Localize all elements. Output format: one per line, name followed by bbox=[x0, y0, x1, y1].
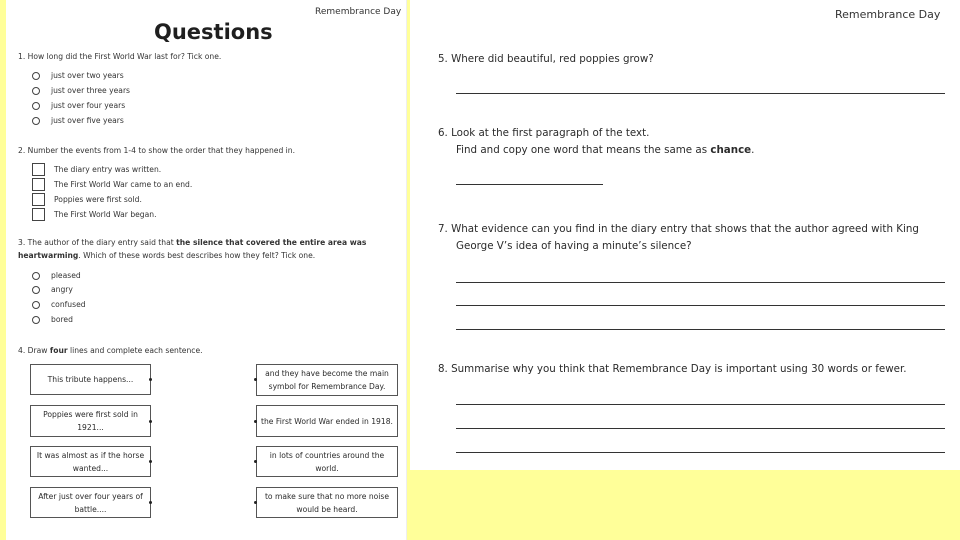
question-4: 4. Draw four lines and complete each sentence. bbox=[18, 346, 203, 355]
q2-option[interactable]: Poppies were first sold. bbox=[32, 193, 142, 206]
page-header: Remembrance Day bbox=[315, 7, 402, 17]
number-box[interactable] bbox=[32, 163, 45, 176]
question-8: 8. Summarise why you think that Remembrance Day is important using 30 words or fewer. bbox=[438, 363, 907, 375]
match-left-box[interactable]: It was almost as if the horse wanted... bbox=[30, 446, 151, 477]
radio-icon[interactable] bbox=[32, 301, 40, 309]
q3-option[interactable]: bored bbox=[32, 315, 73, 324]
answer-line[interactable] bbox=[456, 452, 945, 453]
page-title: Questions bbox=[154, 20, 273, 44]
q1-option[interactable]: just over five years bbox=[32, 116, 124, 125]
match-left-box[interactable]: After just over four years of battle.... bbox=[30, 487, 151, 518]
radio-icon[interactable] bbox=[32, 72, 40, 80]
match-right-box[interactable]: and they have become the main symbol for Remembrance Day. bbox=[256, 364, 398, 396]
match-dot[interactable] bbox=[254, 460, 257, 463]
match-right-box[interactable]: in lots of countries around the world. bbox=[256, 446, 398, 477]
match-dot[interactable] bbox=[254, 378, 257, 381]
match-dot[interactable] bbox=[149, 420, 152, 423]
q1-option[interactable]: just over two years bbox=[32, 71, 124, 80]
answer-line[interactable] bbox=[456, 428, 945, 429]
radio-icon[interactable] bbox=[32, 117, 40, 125]
radio-icon[interactable] bbox=[32, 286, 40, 294]
number-box[interactable] bbox=[32, 208, 45, 221]
question-1: 1. How long did the First World War last for? Tick one. bbox=[18, 52, 222, 61]
number-box[interactable] bbox=[32, 193, 45, 206]
radio-icon[interactable] bbox=[32, 272, 40, 280]
number-box[interactable] bbox=[32, 178, 45, 191]
q3-option[interactable]: angry bbox=[32, 285, 73, 294]
q3-option[interactable]: confused bbox=[32, 300, 86, 309]
q1-option[interactable]: just over three years bbox=[32, 86, 130, 95]
match-dot[interactable] bbox=[149, 501, 152, 504]
match-dot[interactable] bbox=[149, 378, 152, 381]
question-3: 3. The author of the diary entry said that the silence that covered the entire area was heartwarming. Which of these words best describes how they felt? Tick one. bbox=[18, 238, 367, 260]
worksheet-page-right bbox=[410, 0, 960, 470]
radio-icon[interactable] bbox=[32, 316, 40, 324]
question-7: 7. What evidence can you find in the diary entry that shows that the author agreed with King George V’s idea of having a minute’s silence? bbox=[438, 223, 919, 252]
match-dot[interactable] bbox=[254, 420, 257, 423]
q2-option[interactable]: The First World War began. bbox=[32, 208, 157, 221]
match-left-box[interactable]: This tribute happens... bbox=[30, 364, 151, 395]
q2-option[interactable]: The diary entry was written. bbox=[32, 163, 161, 176]
question-2: 2. Number the events from 1-4 to show the order that they happened in. bbox=[18, 146, 296, 155]
page-header: Remembrance Day bbox=[835, 8, 941, 21]
match-left-box[interactable]: Poppies were first sold in 1921... bbox=[30, 405, 151, 437]
question-6: 6. Look at the first paragraph of the text. Find and copy one word that means the same as chance. bbox=[438, 127, 755, 156]
answer-line[interactable] bbox=[456, 282, 945, 283]
q1-option[interactable]: just over four years bbox=[32, 101, 125, 110]
answer-line[interactable] bbox=[456, 184, 603, 185]
question-5: 5. Where did beautiful, red poppies grow? bbox=[438, 53, 654, 65]
match-dot[interactable] bbox=[149, 460, 152, 463]
worksheet-page-left bbox=[6, 0, 407, 540]
match-dot[interactable] bbox=[254, 501, 257, 504]
radio-icon[interactable] bbox=[32, 102, 40, 110]
match-right-box[interactable]: to make sure that no more noise would be heard. bbox=[256, 487, 398, 518]
answer-line[interactable] bbox=[456, 329, 945, 330]
answer-line[interactable] bbox=[456, 404, 945, 405]
q3-option[interactable]: pleased bbox=[32, 271, 81, 280]
answer-line[interactable] bbox=[456, 93, 945, 94]
radio-icon[interactable] bbox=[32, 87, 40, 95]
q2-option[interactable]: The First World War came to an end. bbox=[32, 178, 192, 191]
match-right-box[interactable]: the First World War ended in 1918. bbox=[256, 405, 398, 437]
answer-line[interactable] bbox=[456, 305, 945, 306]
